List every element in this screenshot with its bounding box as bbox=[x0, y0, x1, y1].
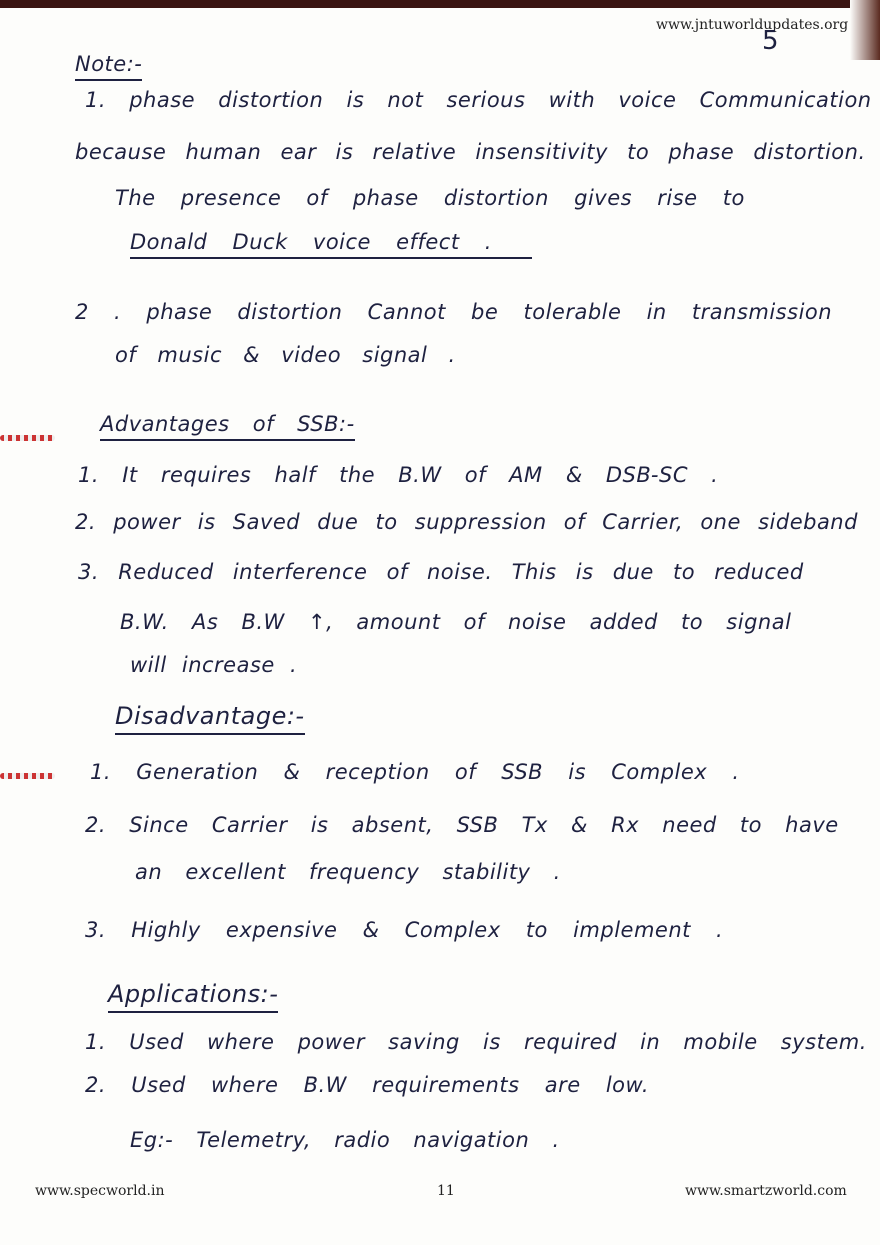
note-line: of music & video signal . bbox=[115, 343, 456, 367]
application-example: Eg:- Telemetry, radio navigation . bbox=[130, 1128, 560, 1152]
handwritten-page-number: 5 bbox=[762, 26, 779, 56]
disadvantage-line: an excellent frequency stability . bbox=[135, 860, 561, 884]
note-line: 1. phase distortion is not serious with voice Communication bbox=[85, 88, 872, 112]
scan-edge bbox=[0, 0, 880, 8]
binding-string bbox=[0, 773, 55, 779]
scan-corner bbox=[850, 0, 880, 60]
note-line: because human ear is relative insensitivity to phase distortion. bbox=[75, 140, 866, 164]
binding-string bbox=[0, 435, 55, 441]
note-heading: Note:- bbox=[75, 52, 142, 81]
advantage-line: 2. power is Saved due to suppression of Carrier, one sideband bbox=[75, 510, 858, 534]
advantage-line: 3. Reduced interference of noise. This is due to reduced bbox=[78, 560, 804, 584]
advantage-line: will increase . bbox=[130, 653, 298, 677]
note-line: 2 . phase distortion Cannot be tolerable in transmission bbox=[75, 300, 833, 324]
note-line: The presence of phase distortion gives rise to bbox=[115, 186, 745, 210]
disadvantage-line: 3. Highly expensive & Complex to implement . bbox=[85, 918, 724, 942]
footer-left-site: www.specworld.in bbox=[35, 1183, 165, 1199]
application-line: 1. Used where power saving is required in mobile system. bbox=[85, 1030, 867, 1054]
applications-heading: Applications:- bbox=[108, 980, 278, 1013]
disadvantage-line: 1. Generation & reception of SSB is Complex . bbox=[90, 760, 740, 784]
footer-page-number: 11 bbox=[437, 1183, 455, 1199]
disadvantages-heading: Disadvantage:- bbox=[115, 702, 305, 735]
advantages-heading: Advantages of SSB:- bbox=[100, 412, 355, 441]
application-line: 2. Used where B.W requirements are low. bbox=[85, 1073, 650, 1097]
advantage-line: B.W. As B.W ↑, amount of noise added to signal bbox=[120, 610, 792, 634]
disadvantage-line: 2. Since Carrier is absent, SSB Tx & Rx need to have bbox=[85, 813, 839, 837]
footer-right-site: www.smartzworld.com bbox=[685, 1183, 847, 1199]
advantage-line: 1. It requires half the B.W of AM & DSB-SC . bbox=[78, 463, 719, 487]
note-line: Donald Duck voice effect . bbox=[130, 230, 532, 259]
header-site: www.jntuworldupdates.org bbox=[656, 17, 849, 33]
